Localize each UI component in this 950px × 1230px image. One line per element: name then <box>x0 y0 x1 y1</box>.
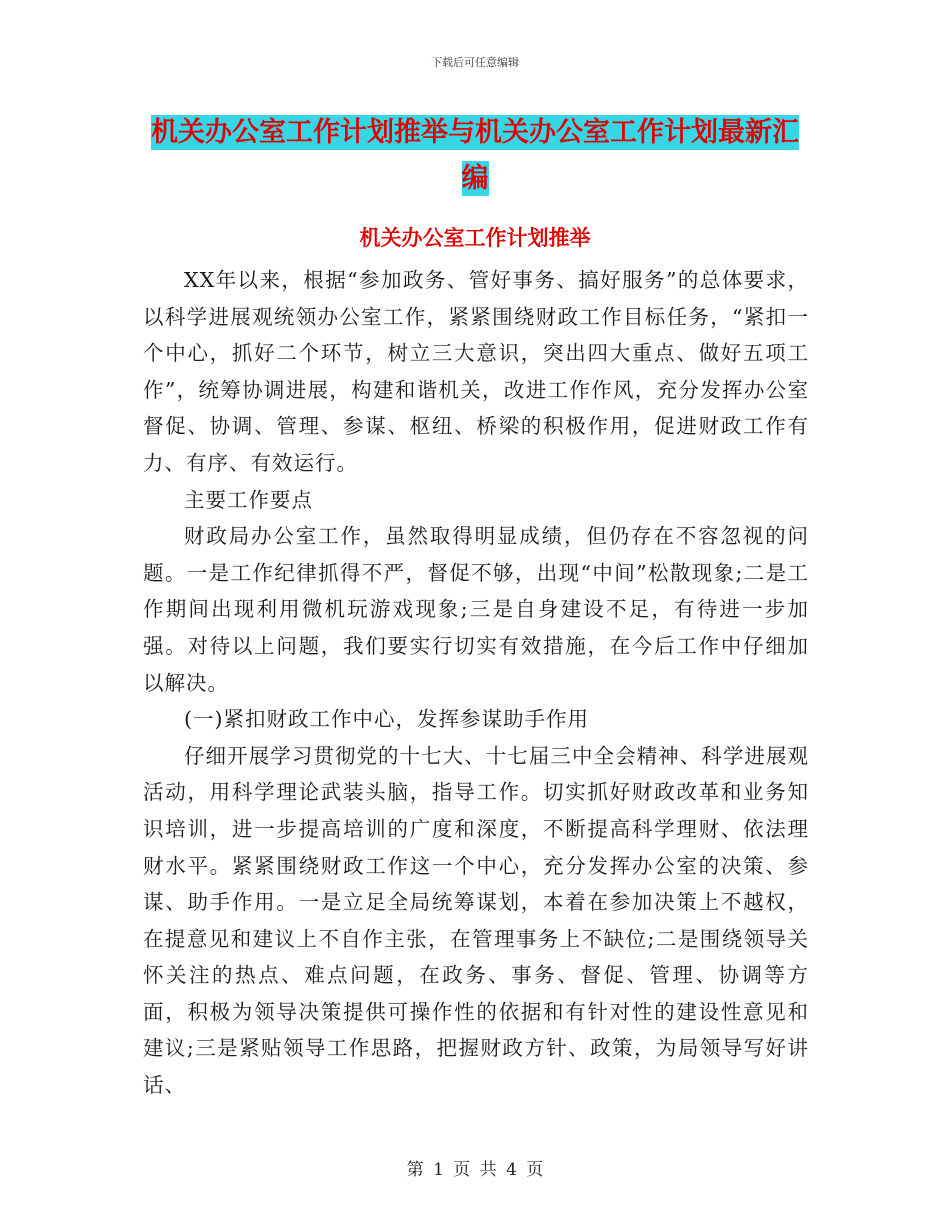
section-title: 机关办公室工作计划推举 <box>359 226 591 250</box>
paragraph-intro: XX年以来，根据“参加政务、管好事务、搞好服务”的总体要求，以科学进展观统领办公室工作，紧紧围绕财政工作目标任务，“紧扣一个中心，抓好二个环节，树立三大意识，突出四大重点、做好五项工作”，统筹协调进展，构建和谐机关，改进工作作风，充分发挥办公室督促、协调、管理、参谋、枢纽、桥梁的积极作用，促进财政工作有力、有序、有效运行。 <box>143 268 809 475</box>
page-header-note: 下载后可任意编辑 <box>431 56 519 69</box>
document-title-text: 机关办公室工作计划推举与机关办公室工作计划最新汇编 <box>151 117 799 194</box>
paragraph-heading-main-points: 主要工作要点 <box>184 487 313 512</box>
paragraph-heading-section-1: (一)紧扣财政工作中心，发挥参谋助手作用 <box>184 707 589 732</box>
page-number-footer: 第 1 页 共 4 页 <box>406 1160 544 1180</box>
document-title <box>140 110 810 202</box>
paragraph-problems: 财政局办公室工作，虽然取得明显成绩，但仍存在不容忽视的问题。一是工作纪律抓得不严，督促不够，出现“中间”松散现象;二是工作期间出现利用微机玩游戏现象;三是自身建设不足，有待进一步加强。对待以上问题，我们要实行切实有效措施，在今后工作中仔细加以解决。 <box>143 524 809 695</box>
paragraph-section-1-body: 仔细开展学习贯彻党的十七大、十七届三中全会精神、科学进展观活动，用科学理论武装头脑，指导工作。切实抓好财政改革和业务知识培训，进一步提高培训的广度和深度，不断提高科学理财、依法理财水平。紧紧围绕财政工作这一个中心，充分发挥办公室的决策、参谋、助手作用。一是立足全局统筹谋划，本着在参加决策上不越权，在提意见和建议上不自作主张，在管理事务上不缺位;二是围绕领导关怀关注的热点、难点问题，在政务、事务、督促、管理、协调等方面，积极为领导决策提供可操作性的依据和有针对性的建设性意见和建议;三是紧贴领导工作思路，把握财政方针、政策，为局领导写好讲话、 <box>143 743 809 1098</box>
document-body <box>143 262 809 1104</box>
